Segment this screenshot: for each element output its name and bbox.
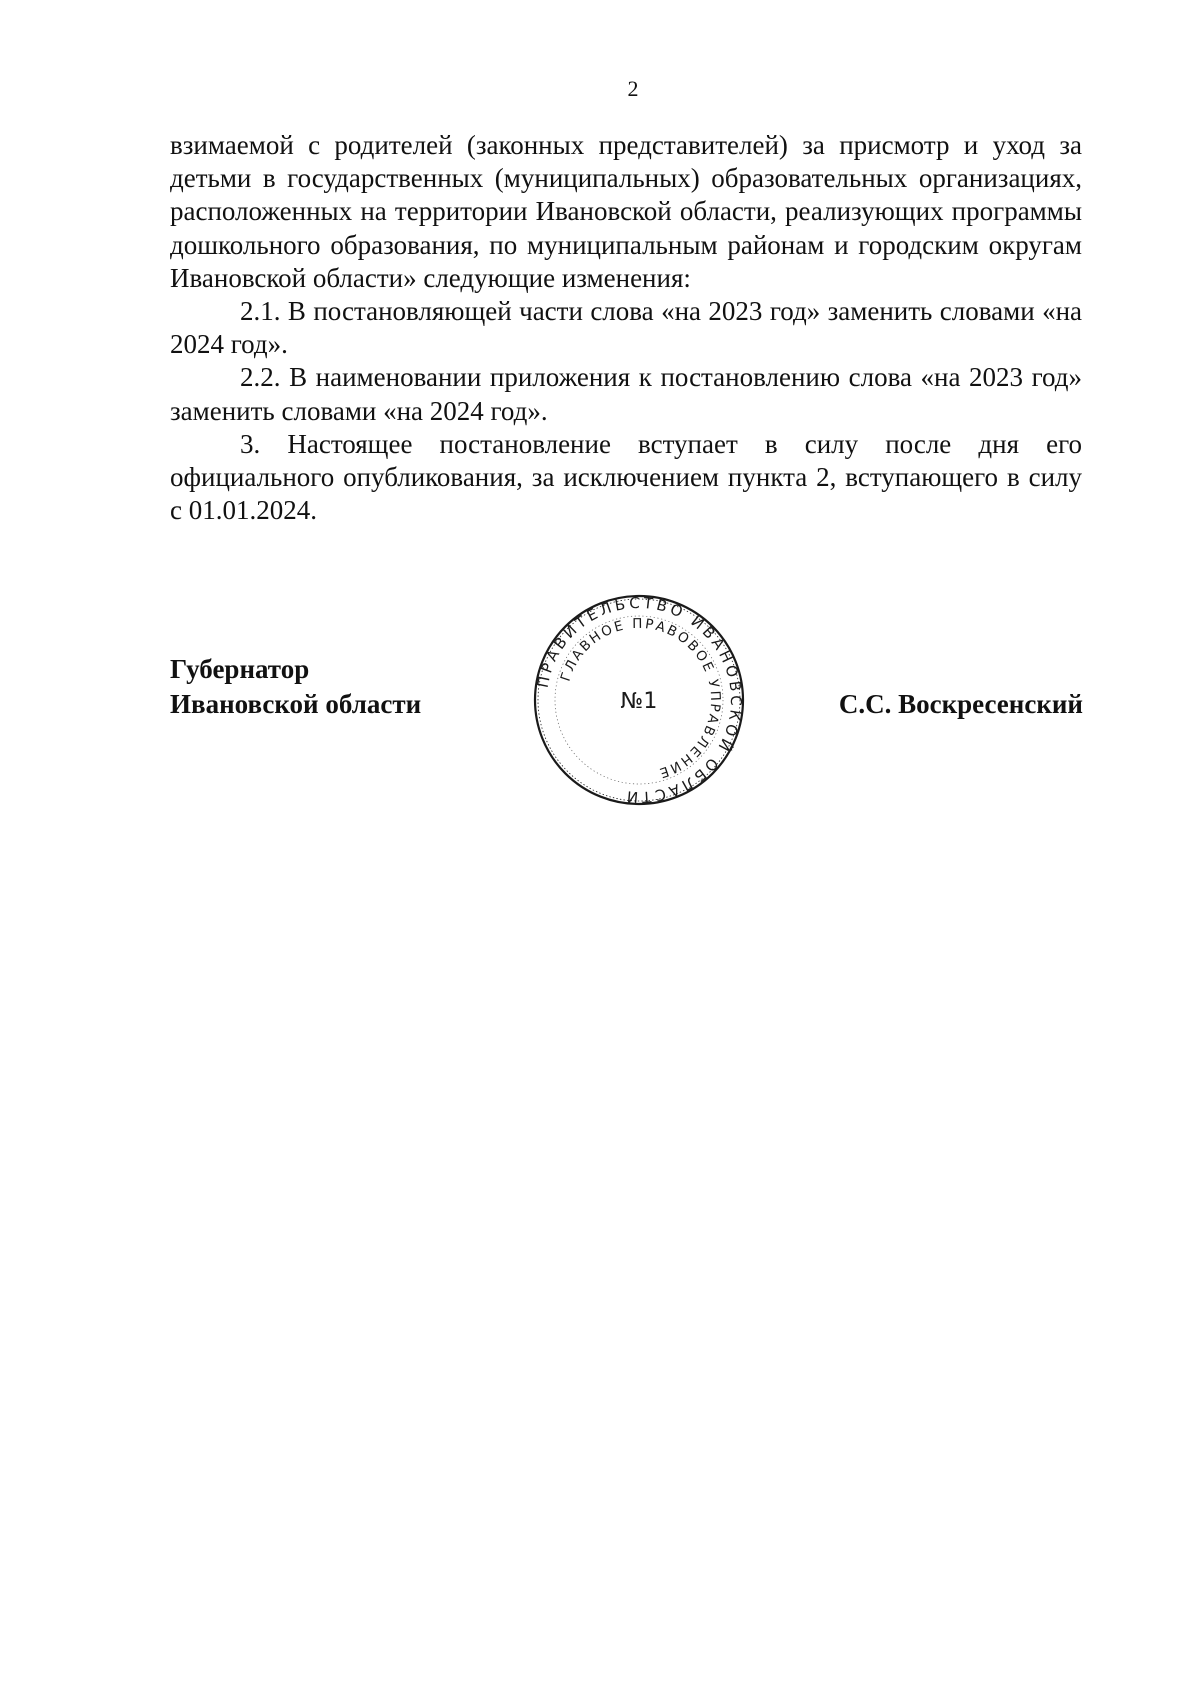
signatory-name: С.С. Воскресенский (838, 689, 1083, 719)
stamp-seal (532, 593, 746, 807)
paragraph-2-1: 2.1. В постановляющей части слова «на 2023 год» заменить словами «на 2024 год». (170, 296, 1082, 360)
document-body (170, 129, 1082, 527)
signatory-position-line2: Ивановской области (170, 689, 422, 719)
stamp-outer-text: ПРАВИТЕЛЬСТВО ИВАНОВСКОЙ ОБЛАСТИ (533, 593, 746, 807)
signatory-position-line1: Губернатор (170, 654, 310, 684)
paragraph-continuation: взимаемой с родителей (законных представителей) за присмотр и уход за детьми в государственных (муниципальных) образовательных организациях, расположенных на территории Ивановской области, реализующих программы дошкольного образования, по муниципальным районам и городским округам Ивановской области» следующие изменения: (170, 130, 1082, 293)
signatory-position (170, 652, 421, 722)
stamp-center-number: №1 (620, 689, 658, 714)
paragraph-3: 3. Настоящее постановление вступает в силу после дня его официального опубликования, за исключением пункта 2, вступающего в силу с 01.01.2024. (170, 428, 1082, 526)
page-number: 2 (627, 76, 639, 101)
stamp-inner-text: ГЛАВНОЕ ПРАВОВОЕ УПРАВЛЕНИЕ (557, 615, 724, 782)
paragraph-2-2: 2.2. В наименовании приложения к постановлению слова «на 2023 год» заменить словами «на 2024 год». (170, 362, 1082, 426)
official-stamp (532, 593, 746, 807)
